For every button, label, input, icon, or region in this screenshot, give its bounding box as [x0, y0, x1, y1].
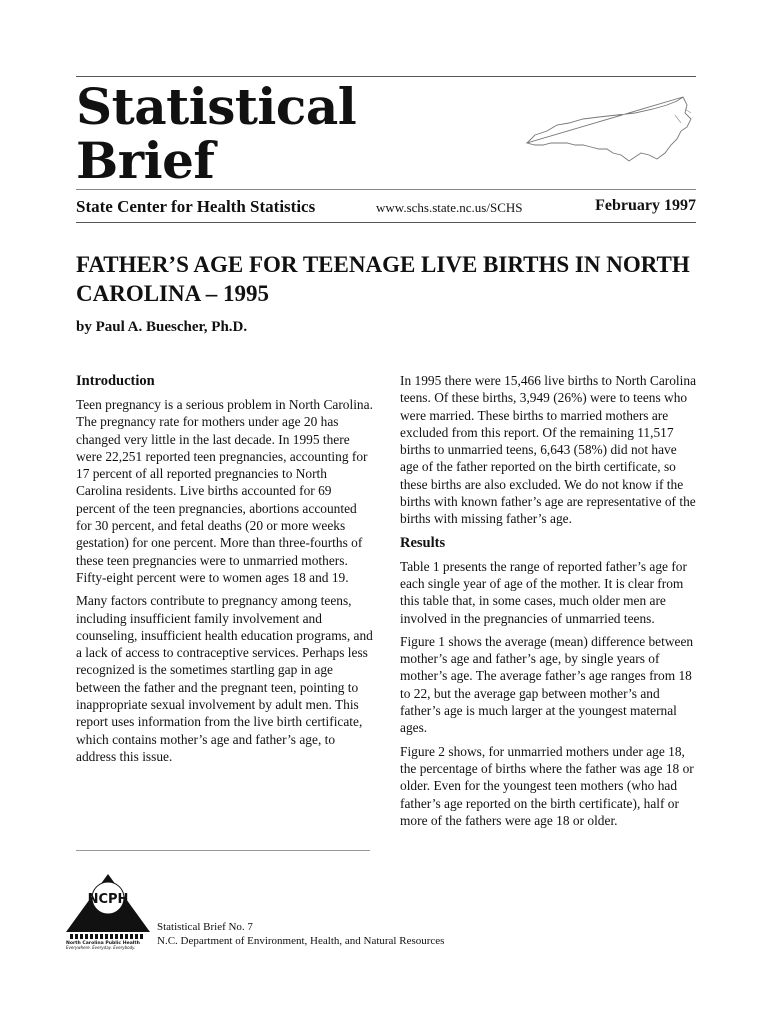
- website-url: www.schs.state.nc.us/SCHS: [376, 200, 523, 215]
- footer-rule: [76, 850, 370, 851]
- logo-tagline: Everywhere. Everyday. Everybody.: [66, 945, 136, 950]
- paragraph: Many factors contribute to pregnancy among teens, including insufficient family involvement and counseling, insufficient health education programs, and a lack of access to contraceptive services. Perhaps less recognized is the sometimes startling gap in age between the father and the pregnant teen, pointing to inappropriate sexual involvement by adult men. This report uses information from the live birth certificate, which contains mother’s age and father’s age, to address this issue.: [76, 593, 373, 764]
- masthead-rule-lower: [76, 222, 696, 223]
- department-name: N.C. Department of Environment, Health, and Natural Resources: [157, 935, 445, 947]
- footer-text: [157, 920, 444, 948]
- north-carolina-outline-icon: [525, 95, 697, 165]
- masthead-rule-upper: [76, 189, 696, 190]
- issue-date: February 1997: [595, 197, 696, 214]
- article-byline: by Paul A. Buescher, Ph.D.: [76, 319, 248, 335]
- agency-name: State Center for Health Statistics: [76, 197, 316, 216]
- paragraph: Table 1 presents the range of reported father’s age for each single year of age of the mother. It is clear from this table that, in some cases, much older men are involved in the pregnancies of unmarried teens.: [400, 558, 687, 626]
- paragraph: Figure 1 shows the average (mean) difference between mother’s age and father’s age, by single years of mother’s age. The average father’s age ranges from 18 to 22, but the average gap between mother’s and father’s age is much larger at the youngest maternal ages.: [400, 633, 694, 736]
- masthead-title-line2: Brief: [76, 131, 215, 190]
- logo-initials: NCPH: [87, 892, 129, 907]
- results-heading: Results: [400, 534, 446, 551]
- left-column: [76, 372, 374, 771]
- paragraph: Teen pregnancy is a serious problem in North Carolina. The pregnancy rate for mothers under age 20 has changed very little in the last decade. In 1995 there were 22,251 reported teen pregnancies, accounting for 17 percent of all reported pregnancies to North Carolina residents. Live births accounted for 69 percent of the teen pregnancies, abortions accounted for 30 percent, and fetal deaths (20 or more weeks gestation) for one percent. More than three-fourths of these teen pregnancies were to unmarried mothers. Fifty-eight percent were to women ages 18 and 19.: [76, 397, 373, 585]
- brief-number: Statistical Brief No. 7: [157, 921, 253, 933]
- ncph-logo-icon: [62, 870, 154, 950]
- right-column: [400, 372, 698, 835]
- masthead-title: [76, 77, 357, 190]
- article-title: FATHER’S AGE FOR TEENAGE LIVE BIRTHS IN NORTH CAROLINA – 1995: [76, 252, 690, 306]
- paragraph: Figure 2 shows, for unmarried mothers under age 18, the percentage of births where the father was age 18 or older. Even for the youngest teen mothers (who had father’s age reported on the birth certificate), half or more of the fathers were age 18 or older.: [400, 743, 694, 828]
- paragraph: In 1995 there were 15,466 live births to North Carolina teens. Of these births, 3,949 (26%) were to teens who were married. These births to married mothers are excluded from this report. Of the remaining 11,517 births to unmarried teens, 6,643 (58%) did not have age of the father reported on the birth certificate, so these births are also excluded. We do not know if the births with known father’s age are representative of the births with missing father’s age.: [400, 373, 697, 527]
- logo-name: North Carolina Public Health: [66, 941, 140, 946]
- masthead-title-line1: Statistical: [76, 77, 357, 136]
- introduction-heading: Introduction: [76, 373, 155, 389]
